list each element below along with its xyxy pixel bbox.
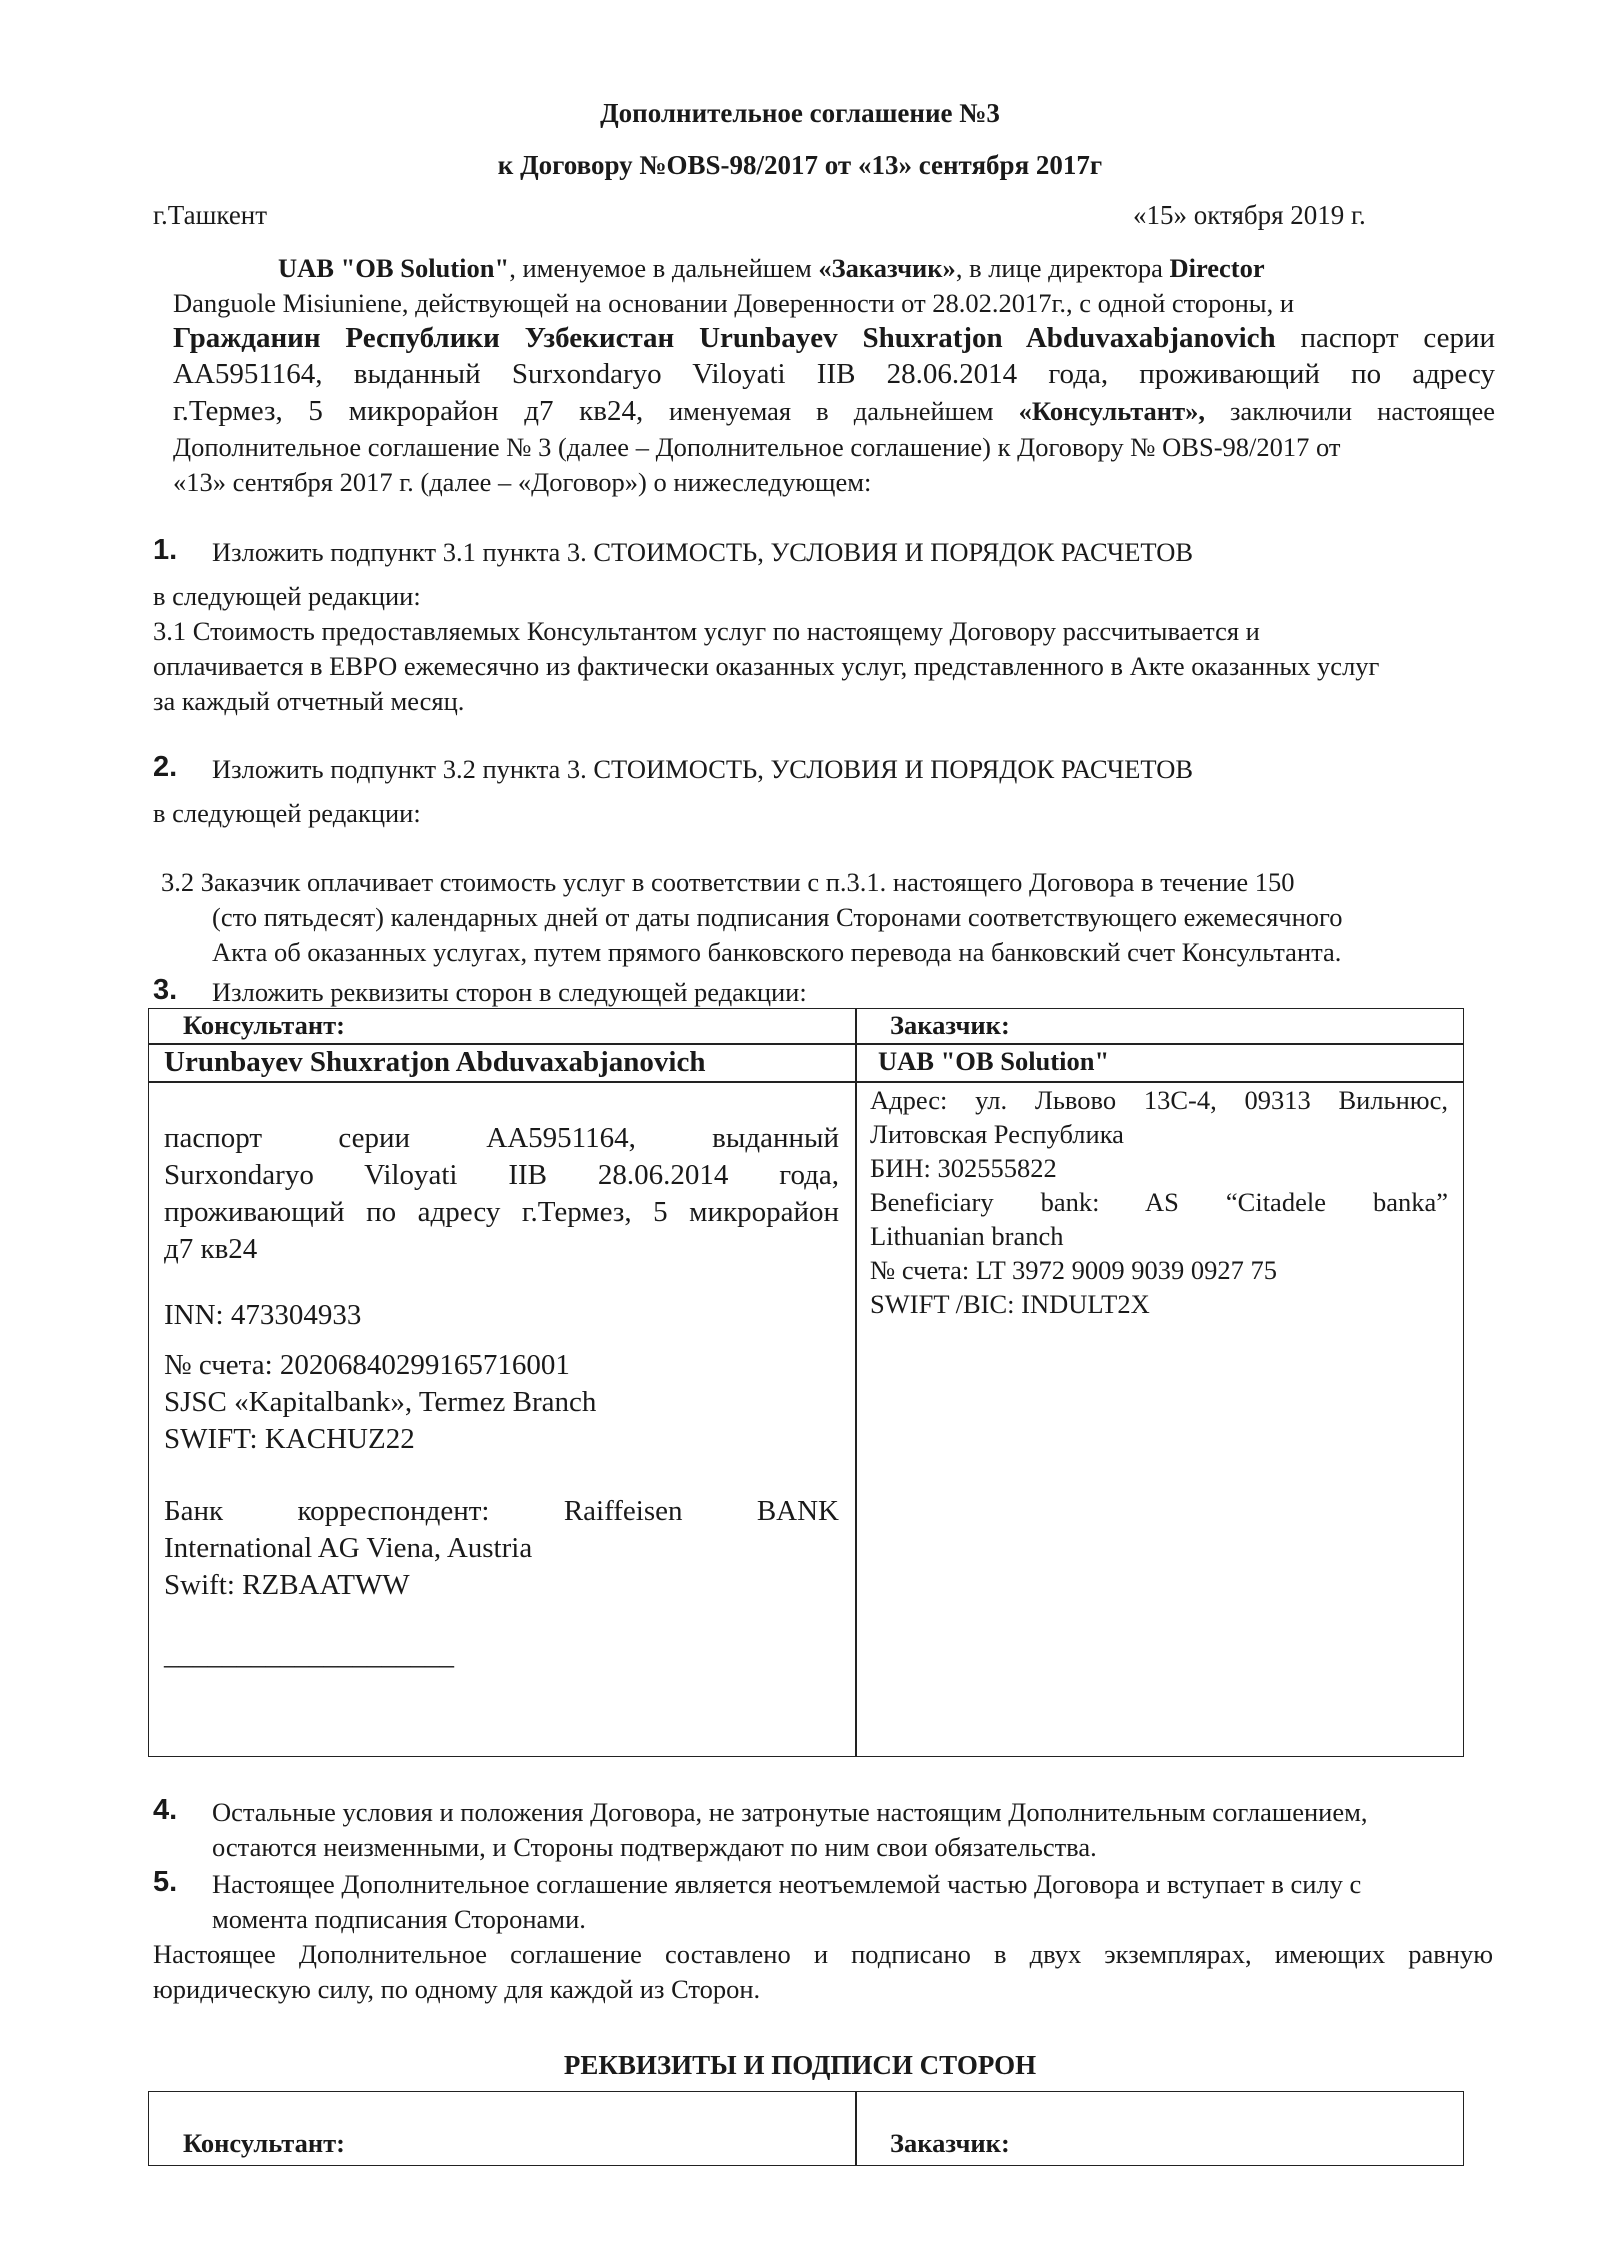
preamble-line-6: Дополнительное соглашение № 3 (далее – Дополнительное соглашение) к Договору № OBS-98/2017 от — [173, 432, 1341, 462]
preamble-line-5: г.Термез, 5 микрорайон д7 кв24, именуемая в дальнейшем «Консультант», заключили настоящее — [173, 395, 1495, 427]
customer-name: UAB "OB Solution" — [878, 1046, 1110, 1076]
item-1-body-1: 3.1 Стоимость предоставляемых Консультантом услуг по настоящему Договору рассчитывается и — [153, 616, 1260, 646]
preamble-line-1: UAB "OB Solution", именуемое в дальнейшем «Заказчик», в лице директора Director — [278, 253, 1265, 283]
item-3-text: Изложить реквизиты сторон в следующей редакции: — [212, 977, 807, 1007]
item-1-number: 1. — [153, 534, 178, 566]
preamble-line-2: Danguole Misiuniene, действующей на основании Доверенности от 28.02.2017г., с одной стороны, и — [173, 288, 1295, 318]
item-4-number: 4. — [153, 1794, 178, 1826]
final-clause-line-1: Настоящее Дополнительное соглашение составлено и подписано в двух экземплярах, имеющих равную — [153, 1939, 1493, 1969]
signatures-column-divider — [855, 2091, 857, 2166]
item-5-number: 5. — [153, 1866, 178, 1898]
item-2-body-3: Акта об оказанных услугах, путем прямого банковского перевода на банковский счет Консультанта. — [212, 937, 1342, 967]
item-1-body-2: оплачивается в ЕВРО ежемесячно из фактически оказанных услуг, представленного в Акте оказанных услуг — [153, 651, 1380, 681]
consultant-signature-line: ____________________ — [164, 1639, 454, 1671]
signatures-heading: РЕКВИЗИТЫ И ПОДПИСИ СТОРОН — [563, 2050, 1037, 2080]
item-1-text: Изложить подпункт 3.1 пункта 3. СТОИМОСТЬ, УСЛОВИЯ И ПОРЯДОК РАСЧЕТОВ — [212, 537, 1194, 567]
customer-column-header: Заказчик: — [890, 1010, 1010, 1040]
document-subtitle: к Договору №OBS-98/2017 от «13» сентября 2017г — [497, 150, 1103, 180]
item-4-line-2: остаются неизменными, и Стороны подтверждают по ним свои обязательства. — [212, 1832, 1097, 1862]
item-2-number: 2. — [153, 751, 178, 783]
item-2-sub: в следующей редакции: — [153, 798, 421, 828]
customer-signature-label: Заказчик: — [890, 2128, 1010, 2158]
signatures-table — [148, 2091, 1464, 2166]
correspondent-bank: Банк корреспондент: Raiffeisen BANK International AG Viena, Austria Swift: RZBAATWW — [164, 1495, 839, 1601]
final-clause-line-2: юридическую силу, по одному для каждой из Сторон. — [153, 1974, 761, 2004]
consultant-inn: INN: 473304933 — [164, 1299, 362, 1331]
preamble-line-4: AA5951164, выданный Surxondaryo Viloyati IIB 28.06.2014 года, проживающий по адресу — [173, 358, 1495, 390]
item-2-body-1: 3.2 Заказчик оплачивает стоимость услуг в соответствии с п.3.1. настоящего Договора в течение 150 — [161, 867, 1295, 897]
consultant-passport: паспорт серии AA5951164, выданный Surxondaryo Viloyati IIB 28.06.2014 года, проживающий по адресу г.Термез, 5 микрорайон д7 кв24 — [164, 1122, 839, 1265]
document-date: «15» октября 2019 г. — [1133, 200, 1366, 230]
table-header-divider — [148, 1043, 1464, 1045]
item-2-text: Изложить подпункт 3.2 пункта 3. СТОИМОСТЬ, УСЛОВИЯ И ПОРЯДОК РАСЧЕТОВ — [212, 754, 1194, 784]
document-title: Дополнительное соглашение №3 — [600, 98, 1000, 128]
preamble-line-7: «13» сентября 2017 г. (далее – «Договор») о нижеследующем: — [173, 467, 872, 497]
item-3-number: 3. — [153, 974, 178, 1006]
consultant-column-header: Консультант: — [183, 1010, 345, 1040]
item-1-body-3: за каждый отчетный месяц. — [153, 686, 465, 716]
table-column-divider — [855, 1008, 857, 1757]
item-1-sub: в следующей редакции: — [153, 581, 421, 611]
item-5-line-1: Настоящее Дополнительное соглашение является неотъемлемой частью Договора и вступает в силу с — [212, 1869, 1362, 1899]
item-4-line-1: Остальные условия и положения Договора, не затронутые настоящим Дополнительным соглашением, — [212, 1797, 1368, 1827]
consultant-bank-details: № счета: 20206840299165716001 SJSC «Kapitalbank», Termez Branch SWIFT: KACHUZ22 — [164, 1349, 597, 1455]
item-2-body-2: (сто пятьдесят) календарных дней от даты подписания Сторонами соответствующего ежемесячного — [212, 902, 1343, 932]
consultant-name: Urunbayev Shuxratjon Abduvaxabjanovich — [164, 1046, 706, 1078]
city: г.Ташкент — [153, 200, 268, 230]
item-5-line-2: момента подписания Сторонами. — [212, 1904, 586, 1934]
customer-details: Адрес: ул. Львово 13С-4, 09313 Вильнюс, Литовская Республика БИН: 302555822 Beneficiary bank: AS “Citadele banka” Lithuanian branch № счета: LT 3972 9009 9039 0927 75 SWIFT /BIC: INDULT2X — [870, 1085, 1448, 1319]
preamble-line-3: Гражданин Республики Узбекистан Urunbayev Shuxratjon Abduvaxabjanovich паспорт серии — [173, 322, 1495, 354]
table-name-divider-left — [148, 1081, 856, 1083]
consultant-signature-label: Консультант: — [183, 2128, 345, 2158]
